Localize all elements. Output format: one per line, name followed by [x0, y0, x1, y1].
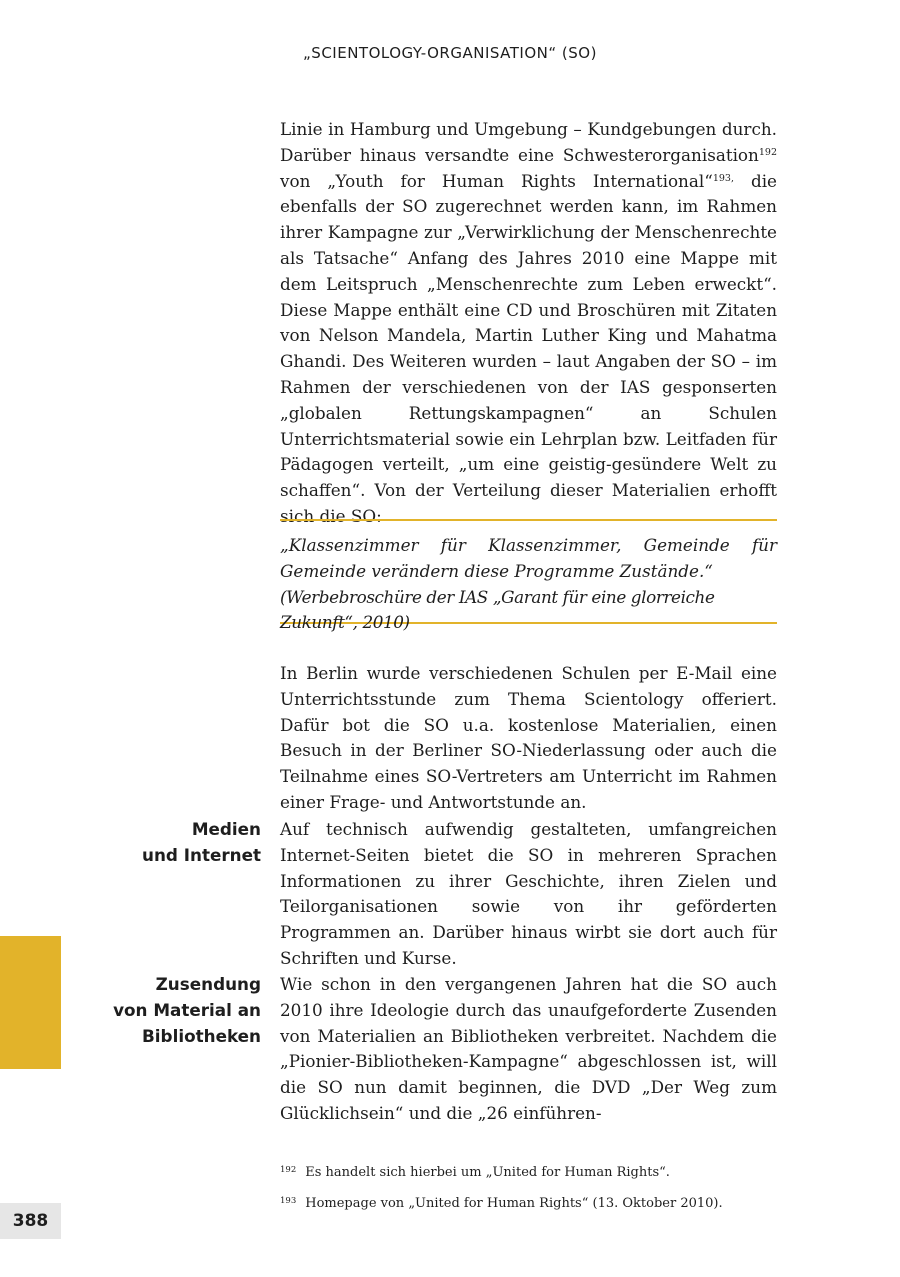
footnotes — [280, 1156, 777, 1218]
paragraph-intro — [280, 117, 777, 530]
paragraph-text: Auf technisch aufwendig gestalteten, umfangreichen Internet-Seiten bietet die SO in mehreren Sprachen Informationen zu ihrer Geschichte, ihren Zielen und Teilorganisationen sowie von ihr geförderten Programmen an. Darüber hinaus wirbt sie dort auch für Schriften und Kurse. — [280, 819, 777, 968]
running-header: „SCIENTOLOGY-ORGANISATION“ (SO) — [303, 44, 597, 62]
paragraph-text — [280, 117, 777, 530]
pull-quote — [280, 519, 777, 633]
page-number: 388 — [0, 1203, 61, 1239]
paragraph-text-part: die ebenfalls der SO zugerechnet werden kann, im Rahmen ihrer Kampagne zur „Verwirklichung der Menschenrechte als Tatsache“ Anfang des Jahres 2010 eine Mappe mit dem Leitspruch „Menschenrechte zum Leben erweckt“. Diese Mappe enthält eine CD und Broschüren mit Zitaten von Nelson Mandela, Martin Luther King und Mahatma Ghandi. Des Weiteren wurden – laut Angaben der SO – im Rahmen der verschiedenen von der IAS gesponserten „globalen Rettungskampagnen“ an Schulen Unterrichtsmaterial sowie ein Lehrplan bzw. Leitfaden für Pädagogen verteilt, „um eine geistig-gesündere Welt zu schaffen“. Von der Verteilung dieser Materialien erhofft sich die SO: — [280, 170, 777, 526]
marginal-line: und Internet — [142, 844, 261, 865]
footnote-text: Homepage von „United for Human Rights“ (13. Oktober 2010). — [305, 1196, 723, 1211]
marginal-heading-libraries — [101, 972, 261, 1049]
paragraph-text-part: von „Youth for Human Rights International“ — [280, 170, 713, 191]
footnote-193 — [280, 1187, 777, 1218]
footnote-number: 193 — [280, 1196, 297, 1206]
marginal-line: Medien — [191, 819, 261, 839]
marginal-heading-media — [101, 817, 261, 869]
quote-source: (Werbebroschüre der IAS „Garant für eine glorreiche Zukunft“, 2010) — [280, 586, 715, 633]
chapter-tab — [0, 936, 61, 1069]
footnote-ref-192: 192 — [758, 146, 777, 158]
paragraph-text: Wie schon in den vergangenen Jahren hat die SO auch 2010 ihre Ideologie durch das unaufgeforderte Zusenden von Materialien an Bibliotheken verbreitet. Nachdem die „Pionier-Bibliotheken-Kampagne“ abgeschlossen ist, will die SO nun damit beginnen, die DVD „Der Weg zum Glücklichsein“ und die „26 einführen- — [280, 974, 777, 1123]
footnote-192 — [280, 1156, 777, 1187]
paragraph-libraries — [280, 972, 777, 1127]
paragraph-berlin — [280, 661, 777, 816]
quote-body: „Klassenzimmer für Klassenzimmer, Gemeinde für Gemeinde verändern diese Programme Zustände.“ — [280, 535, 777, 581]
paragraph-media — [280, 817, 777, 972]
footnote-ref-193: 193, — [712, 172, 734, 184]
footnote-number: 192 — [280, 1165, 297, 1175]
paragraph-text: In Berlin wurde verschiedenen Schulen per E-Mail eine Unterrichtsstunde zum Thema Scientology offeriert. Dafür bot die SO u.a. kostenlose Materialien, einen Besuch in der Berliner SO-Niederlassung oder auch die Teilnahme eines SO-Vertreters am Unterricht im Rahmen einer Frage- und Antwortstunde an. — [280, 663, 777, 812]
marginal-line: von Material an — [113, 999, 261, 1020]
marginal-line: Zusendung — [155, 974, 261, 994]
paragraph-text-part: Linie in Hamburg und Umgebung – Kundgebungen durch. Darüber hinaus versandte eine Schwesterorganisation — [280, 119, 777, 165]
quote-text — [280, 533, 777, 636]
marginal-line: Bibliotheken — [142, 1025, 261, 1046]
footnote-text: Es handelt sich hierbei um „United for Human Rights“. — [305, 1165, 670, 1180]
